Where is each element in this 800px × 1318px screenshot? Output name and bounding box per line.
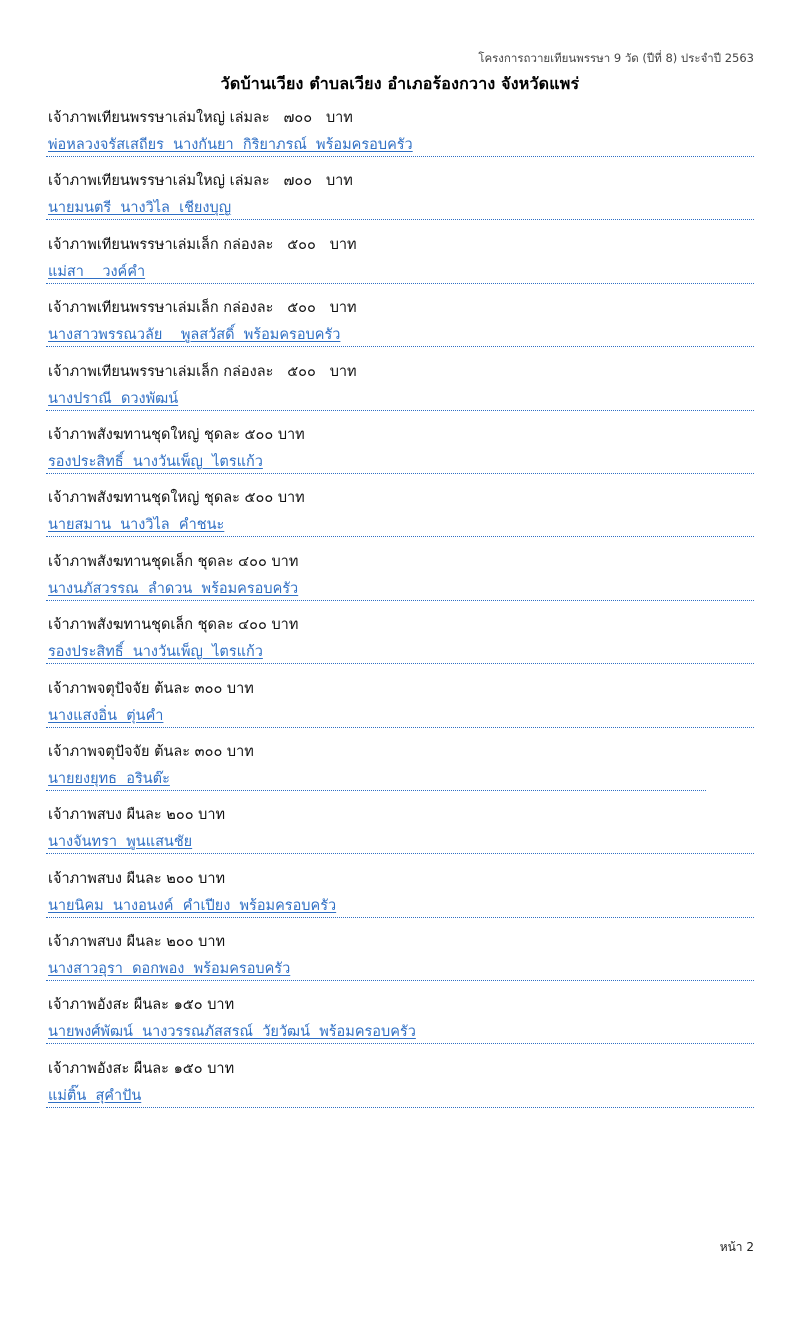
- donor-line: [46, 516, 754, 537]
- donation-entry: [46, 415, 754, 478]
- donor-line: [46, 770, 706, 791]
- donor-name: นายสมาน นางวิไล คำชนะ: [48, 517, 225, 534]
- donor-name: นางสาวพรรณวลัย พูลสวัสดิ์ พร้อมครอบครัว: [48, 327, 341, 344]
- donation-entry: [46, 922, 754, 985]
- offering-text: เจ้าภาพสบง ผืนละ ๒๐๐ บาท: [48, 870, 226, 887]
- donation-entry: [46, 161, 754, 224]
- offering-text: เจ้าภาพอังสะ ผืนละ ๑๕๐ บาท: [48, 1060, 235, 1077]
- donation-entry: [46, 985, 754, 1048]
- donation-entry: [46, 795, 754, 858]
- donation-entry: [46, 605, 754, 668]
- donor-name: พ่อหลวงจรัสเสถียร นางกันยา กิริยาภรณ์ พร้อมครอบครัว: [48, 137, 413, 153]
- donor-name: แม่สา วงค์คำ: [48, 263, 146, 280]
- offering-text: เจ้าภาพสบง ผืนละ ๒๐๐ บาท: [48, 934, 226, 951]
- donation-entry: [46, 542, 754, 605]
- donor-name: นายมนตรี นางวิไล เชียงบุญ: [48, 200, 232, 217]
- donation-entry: [46, 669, 754, 732]
- offering-text: เจ้าภาพสังฆทานชุดเล็ก ชุดละ ๔๐๐ บาท: [48, 553, 299, 570]
- offering-text: เจ้าภาพเทียนพรรษาเล่มใหญ่ เล่มละ ๗๐๐ บาท: [48, 173, 353, 190]
- offering-text: เจ้าภาพเทียนพรรษาเล่มเล็ก กล่องละ ๕๐๐ บาท: [48, 300, 357, 317]
- donor-line: [46, 580, 754, 601]
- donor-line: [46, 390, 754, 411]
- donation-list: [46, 98, 754, 1112]
- project-note: โครงการถวายเทียนพรรษา 9 วัด (ปีที่ 8) ประจำปี 2563: [478, 51, 754, 65]
- donor-line: [46, 1023, 754, 1044]
- donor-line: [46, 643, 754, 664]
- donation-entry: [46, 352, 754, 415]
- donor-line: [46, 453, 754, 474]
- offering-text: เจ้าภาพเทียนพรรษาเล่มเล็ก กล่องละ ๕๐๐ บาท: [48, 236, 357, 253]
- offering-text: เจ้าภาพสังฆทานชุดใหญ่ ชุดละ ๕๐๐ บาท: [48, 426, 305, 443]
- offering-text: เจ้าภาพจตุปัจจัย ต้นละ ๓๐๐ บาท: [48, 743, 254, 760]
- donation-entry: [46, 732, 754, 795]
- donor-line: [46, 263, 754, 284]
- donation-entry: [46, 1049, 754, 1112]
- donor-name: แม่ติ๊น สุคำปัน: [48, 1087, 142, 1104]
- donor-line: [46, 326, 754, 347]
- page-number: หน้า 2: [719, 1240, 754, 1254]
- donation-entry: [46, 478, 754, 541]
- offering-text: เจ้าภาพสังฆทานชุดเล็ก ชุดละ ๔๐๐ บาท: [48, 617, 299, 634]
- donation-entry: [46, 225, 754, 288]
- offering-text: เจ้าภาพสบง ผืนละ ๒๐๐ บาท: [48, 807, 226, 824]
- donor-line: [46, 833, 754, 854]
- donor-line: [46, 707, 754, 728]
- donor-name: นางนภัสวรรณ ลำดวน พร้อมครอบครัว: [48, 580, 299, 597]
- donor-name: นางปราณี ดวงพัฒน์: [48, 390, 179, 407]
- donor-name: รองประสิทธิ์ นางวันเพ็ญ ไตรแก้ว: [48, 644, 263, 661]
- offering-text: เจ้าภาพเทียนพรรษาเล่มใหญ่ เล่มละ ๗๐๐ บาท: [48, 110, 353, 126]
- donor-line: [46, 960, 754, 981]
- donor-name: นายพงศ์พัฒน์ นางวรรณภัสสรณ์ วัยวัฒน์ พร้อมครอบครัว: [48, 1024, 416, 1041]
- offering-text: เจ้าภาพอังสะ ผืนละ ๑๕๐ บาท: [48, 997, 235, 1014]
- donor-line: [46, 199, 754, 220]
- donor-name: นางแสงอิ่น ตุ่นคำ: [48, 707, 164, 724]
- donor-line: [46, 136, 754, 157]
- offering-text: เจ้าภาพจตุปัจจัย ต้นละ ๓๐๐ บาท: [48, 680, 254, 697]
- offering-text: เจ้าภาพสังฆทานชุดใหญ่ ชุดละ ๕๐๐ บาท: [48, 490, 305, 507]
- donor-name: รองประสิทธิ์ นางวันเพ็ญ ไตรแก้ว: [48, 453, 263, 470]
- donor-name: นางสาวอุรา ดอกพอง พร้อมครอบครัว: [48, 961, 291, 978]
- offering-text: เจ้าภาพเทียนพรรษาเล่มเล็ก กล่องละ ๕๐๐ บาท: [48, 363, 357, 380]
- donation-entry: [46, 98, 754, 161]
- donation-entry: [46, 859, 754, 922]
- donation-entry: [46, 288, 754, 351]
- donor-name: นายยงยุทธ อรินต๊ะ: [48, 770, 170, 787]
- donor-name: นายนิคม นางอนงค์ คำเปียง พร้อมครอบครัว: [48, 897, 337, 914]
- donor-line: [46, 1087, 754, 1108]
- donor-name: นางจันทรา พูนแสนชัย: [48, 834, 193, 851]
- donor-line: [46, 897, 754, 918]
- document-title: วัดบ้านเวียง ตำบลเวียง อำเภอร้องกวาง จังหวัดแพร่: [220, 74, 580, 93]
